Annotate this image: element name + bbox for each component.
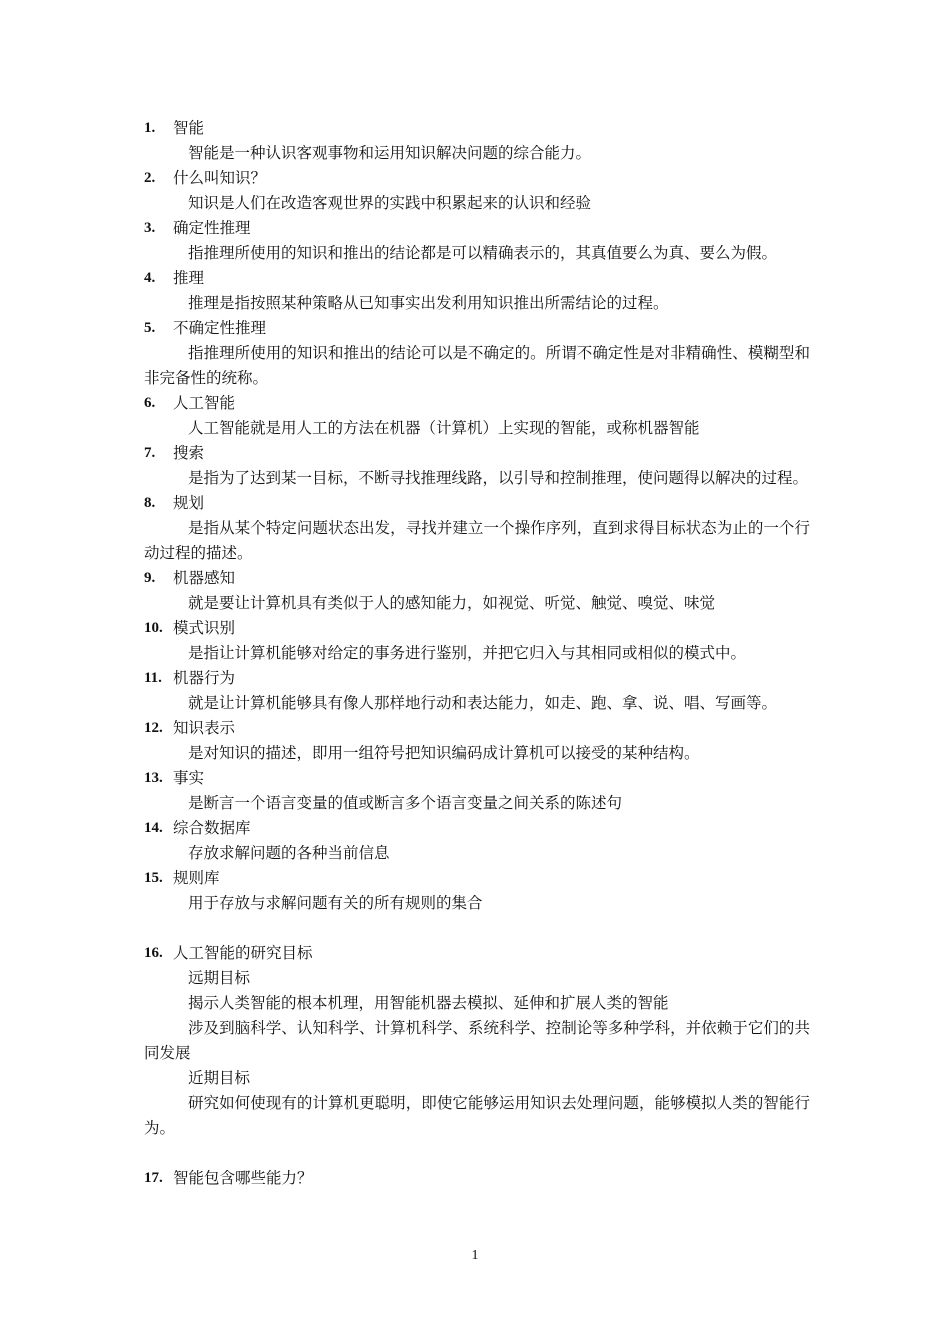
- item-term: 模式识别: [173, 619, 236, 637]
- item-heading: [144, 666, 810, 691]
- subheading-long-term: 远期目标: [188, 969, 251, 987]
- item-heading: [144, 566, 810, 591]
- item-term: 知识表示: [173, 719, 236, 737]
- item-number: 8.: [144, 495, 156, 511]
- spacer: [144, 916, 810, 941]
- item-heading: [144, 766, 810, 791]
- item-definition: 是指从某个特定问题状态出发，寻找并建立一个操作序列，直到求得目标状态为止的一个行动过程的描述。: [144, 519, 810, 562]
- item-term: 确定性推理: [173, 219, 251, 237]
- item-heading: [144, 866, 810, 891]
- item-definition: 是对知识的描述，即用一组符号把知识编码成计算机可以接受的某种结构。: [188, 744, 700, 762]
- page-number: 1: [471, 1248, 479, 1263]
- item-definition: 是指让计算机能够对给定的事务进行鉴别，并把它归入与其相同或相似的模式中。: [188, 644, 747, 662]
- item-term: 规则库: [173, 869, 220, 887]
- item-heading: [144, 391, 810, 416]
- item-heading: [144, 816, 810, 841]
- item-term: 机器行为: [173, 669, 236, 687]
- paragraph: 研究如何使现有的计算机更聪明，即使它能够运用知识去处理问题，能够模拟人类的智能行为。: [144, 1094, 810, 1137]
- spacer: [144, 1141, 810, 1166]
- document-body: [144, 116, 810, 1191]
- item-heading: [144, 266, 810, 291]
- item-number: 3.: [144, 220, 156, 236]
- item-term: 人工智能: [173, 394, 236, 412]
- item-number: 9.: [144, 570, 156, 586]
- item-term: 机器感知: [173, 569, 236, 587]
- item-heading: [144, 941, 810, 966]
- paragraph: 揭示人类智能的根本机理，用智能机器去模拟、延伸和扩展人类的智能: [188, 994, 669, 1012]
- item-definition: 存放求解问题的各种当前信息: [188, 844, 390, 862]
- item-number: 2.: [144, 170, 156, 186]
- item-definition: 指推理所使用的知识和推出的结论都是可以精确表示的，其真值要么为真、要么为假。: [188, 244, 778, 262]
- item-number: 6.: [144, 395, 156, 411]
- item-definition: 是断言一个语言变量的值或断言多个语言变量之间关系的陈述句: [188, 794, 623, 812]
- item-heading: [144, 616, 810, 641]
- definition-list: [144, 116, 810, 916]
- item-definition: 知识是人们在改造客观世界的实践中积累起来的认识和经验: [188, 194, 592, 212]
- item-definition: 智能是一种认识客观事物和运用知识解决问题的综合能力。: [188, 144, 592, 162]
- item-number: 15.: [144, 870, 163, 886]
- item-definition: 是指为了达到某一目标，不断寻找推理线路，以引导和控制推理，使问题得以解决的过程。: [188, 469, 809, 487]
- item-term: 智能: [173, 119, 205, 137]
- item-number: 12.: [144, 720, 163, 736]
- item-number: 10.: [144, 620, 163, 636]
- item-term: 人工智能的研究目标: [173, 944, 313, 962]
- item-number: 11.: [144, 670, 162, 686]
- paragraph: 涉及到脑科学、认知科学、计算机科学、系统科学、控制论等多种学科，并依赖于它们的共同发展: [144, 1019, 810, 1062]
- item-definition: 就是让计算机能够具有像人那样地行动和表达能力，如走、跑、拿、说、唱、写画等。: [188, 694, 778, 712]
- item-term: 综合数据库: [173, 819, 251, 837]
- item-number: 1.: [144, 120, 156, 136]
- item-heading: [144, 216, 810, 241]
- item-term: 规划: [173, 494, 205, 512]
- item-definition: 人工智能就是用人工的方法在机器（计算机）上实现的智能，或称机器智能: [188, 419, 700, 437]
- item-heading: [144, 316, 810, 341]
- item-number: 13.: [144, 770, 163, 786]
- item-term: 推理: [173, 269, 205, 287]
- item-heading: [144, 491, 810, 516]
- item-term: 搜索: [173, 444, 205, 462]
- item-term: 不确定性推理: [173, 319, 267, 337]
- item-number: 17.: [144, 1170, 163, 1186]
- item-number: 16.: [144, 945, 163, 961]
- item-number: 7.: [144, 445, 156, 461]
- item-heading: [144, 116, 810, 141]
- item-heading: [144, 716, 810, 741]
- item-term: 事实: [173, 769, 205, 787]
- item-number: 5.: [144, 320, 156, 336]
- subheading-short-term: 近期目标: [188, 1069, 251, 1087]
- item-term: 智能包含哪些能力？: [173, 1169, 313, 1187]
- item-number: 4.: [144, 270, 156, 286]
- item-heading: [144, 1166, 810, 1191]
- item-definition: 指推理所使用的知识和推出的结论可以是不确定的。所谓不确定性是对非精确性、模糊型和非完备性的统称。: [144, 344, 810, 387]
- item-number: 14.: [144, 820, 163, 836]
- item-definition: 就是要让计算机具有类似于人的感知能力，如视觉、听觉、触觉、嗅觉、味觉: [188, 594, 716, 612]
- item-definition: 用于存放与求解问题有关的所有规则的集合: [188, 894, 483, 912]
- item-heading: [144, 441, 810, 466]
- item-term: 什么叫知识？: [173, 169, 267, 187]
- item-definition: 推理是指按照某种策略从已知事实出发利用知识推出所需结论的过程。: [188, 294, 669, 312]
- item-heading: [144, 166, 810, 191]
